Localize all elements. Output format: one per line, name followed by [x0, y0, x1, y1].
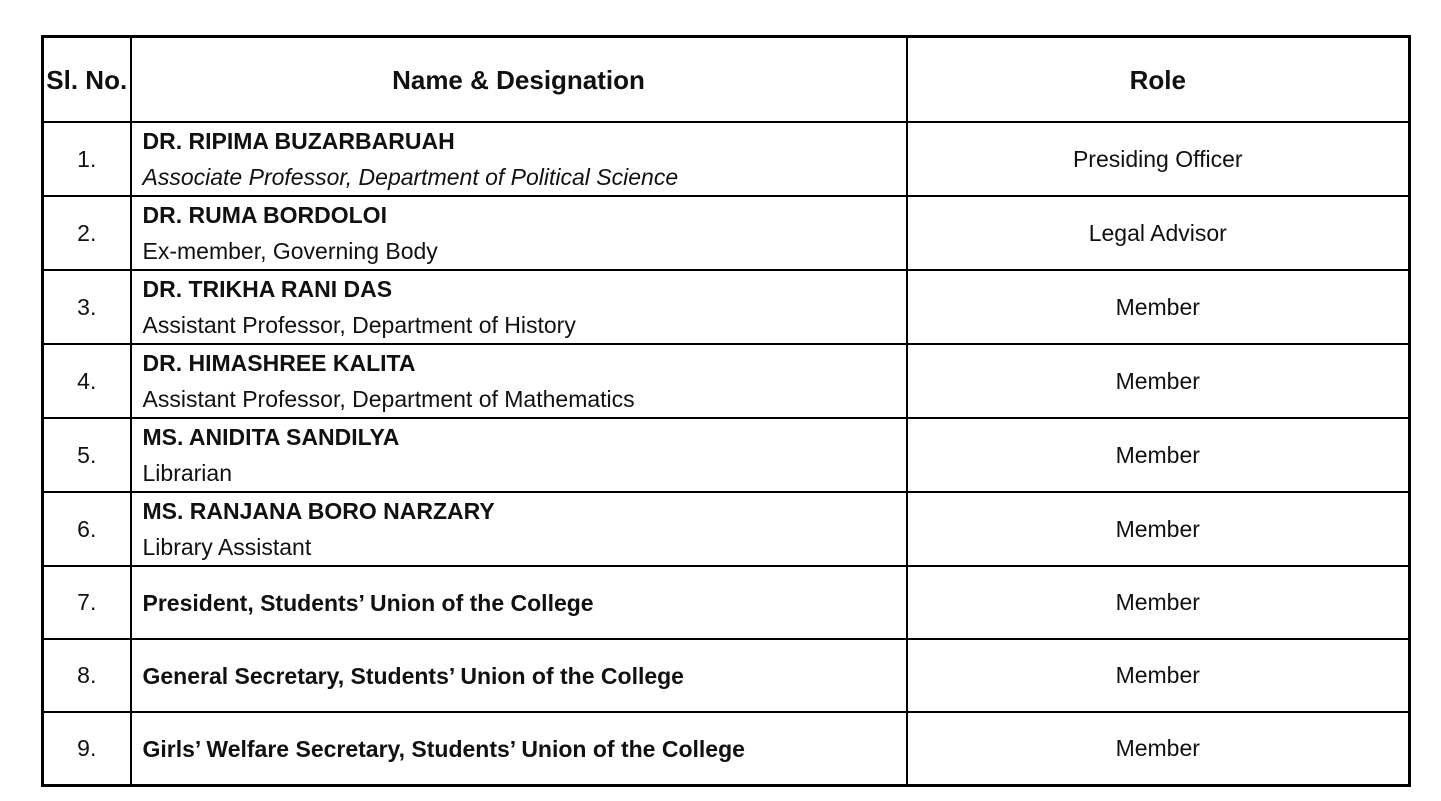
role-cell: Member	[907, 712, 1410, 786]
sl-no-cell: 1.	[43, 122, 131, 196]
role-cell: Member	[907, 418, 1410, 492]
header-row	[43, 37, 1410, 123]
name-designation-cell	[131, 270, 907, 344]
name-designation-cell	[131, 418, 907, 492]
name-designation-cell: Girls’ Welfare Secretary, Students’ Union of the College	[131, 712, 907, 786]
table-row	[43, 344, 1410, 418]
member-name: MS. ANIDITA SANDILYA	[142, 424, 400, 450]
role-cell: Member	[907, 492, 1410, 566]
member-name: DR. TRIKHA RANI DAS	[142, 276, 393, 302]
sl-no-cell: 3.	[43, 270, 131, 344]
member-designation: Associate Professor, Department of Political Science	[142, 164, 679, 190]
member-designation: Librarian	[142, 460, 232, 486]
table-row	[43, 270, 1410, 344]
sl-no-cell: 4.	[43, 344, 131, 418]
table-row	[43, 639, 1410, 712]
table-row	[43, 566, 1410, 639]
table-row	[43, 122, 1410, 196]
sl-no-cell: 7.	[43, 566, 131, 639]
role-cell: Member	[907, 344, 1410, 418]
name-designation-cell	[131, 122, 907, 196]
role-cell: Member	[907, 639, 1410, 712]
name-designation-cell: General Secretary, Students’ Union of the College	[131, 639, 907, 712]
member-designation: Ex-member, Governing Body	[142, 238, 438, 264]
member-name: MS. RANJANA BORO NARZARY	[142, 498, 495, 524]
role-cell: Legal Advisor	[907, 196, 1410, 270]
member-name: DR. RUMA BORDOLOI	[142, 202, 387, 228]
table-row	[43, 492, 1410, 566]
name-designation-cell	[131, 196, 907, 270]
header-name-designation: Name & Designation	[131, 37, 907, 123]
role-cell: Member	[907, 566, 1410, 639]
name-designation-cell	[131, 344, 907, 418]
header-sl-no: Sl. No.	[43, 37, 131, 123]
table-row	[43, 712, 1410, 786]
sl-no-cell: 2.	[43, 196, 131, 270]
member-name: DR. RIPIMA BUZARBARUAH	[142, 128, 455, 154]
member-designation: Library Assistant	[142, 534, 312, 560]
name-designation-cell: President, Students’ Union of the College	[131, 566, 907, 639]
sl-no-cell: 9.	[43, 712, 131, 786]
name-designation-cell	[131, 492, 907, 566]
sl-no-cell: 5.	[43, 418, 131, 492]
table-row	[43, 196, 1410, 270]
sl-no-cell: 8.	[43, 639, 131, 712]
member-designation: Assistant Professor, Department of Mathematics	[142, 386, 635, 412]
role-cell: Presiding Officer	[907, 122, 1410, 196]
role-cell: Member	[907, 270, 1410, 344]
header-role: Role	[907, 37, 1410, 123]
committee-table	[41, 35, 1411, 787]
member-name: DR. HIMASHREE KALITA	[142, 350, 416, 376]
sl-no-cell: 6.	[43, 492, 131, 566]
member-designation: Assistant Professor, Department of History	[142, 312, 576, 338]
table-row	[43, 418, 1410, 492]
